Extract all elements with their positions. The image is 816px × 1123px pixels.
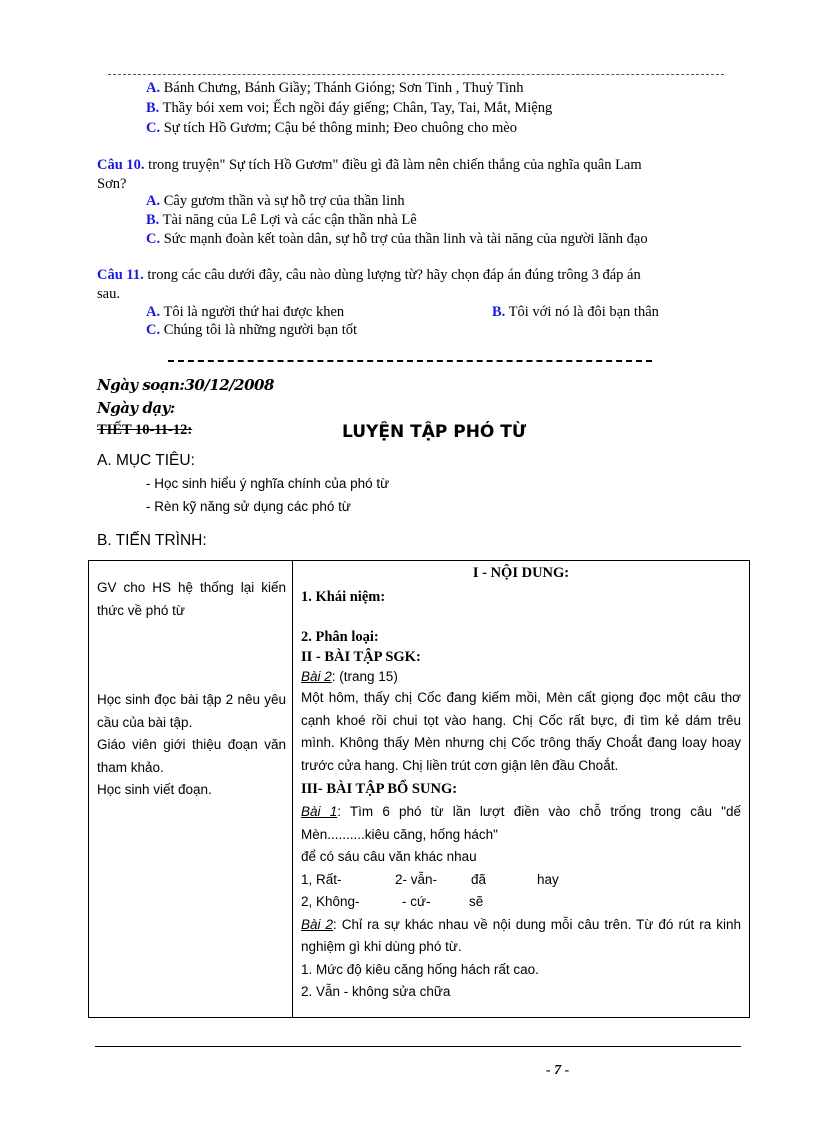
bai-2-label: Bài 2: [301, 669, 332, 684]
page-number: - 7 -: [546, 1063, 570, 1078]
lesson-table: [88, 560, 750, 1018]
q11-answer-b: B. Tôi với nó là đôi bạn thân: [492, 304, 659, 320]
section-a-heading: A. MỤC TIÊU:: [97, 452, 195, 469]
bai-2-line: Bài 2: (trang 15): [301, 669, 398, 684]
q9-answer-a: A. Bánh Chưng, Bánh Giầy; Thánh Gióng; Sơn Tinh , Thuỷ Tinh: [146, 80, 524, 96]
example-row-1: 1, Rất- 2- vẫn- đã hay: [301, 871, 559, 887]
left-para-1: GV cho HS hệ thống lại kiến thức về phó từ: [97, 580, 286, 618]
ngay-soan: Ngày soạn:30/12/2008: [97, 376, 274, 394]
phan-loai: 2. Phân loại:: [301, 629, 379, 645]
left-para-2: Học sinh đọc bài tập 2 nêu yêu cầu của bài tập.: [97, 692, 286, 730]
left-para-3: Giáo viên giới thiệu đoạn văn tham khảo.: [97, 737, 286, 775]
q11-answer-a: A. Tôi là người thứ hai được khen: [146, 304, 345, 320]
sample-passage: Một hôm, thấy chị Cốc đang kiếm mồi, Mèn cất giọng đọc một câu thơ cạnh khoé rồi chui tọt vào hang. Chị Cốc rất bực, đi tìm kẻ dám trêu mình. Không thấy Mèn nhưng chị Cốc trông thấy Choắt đang loay hoay trước cửa hang. Chị liền trút cơn giận lên đầu Choắt.: [301, 690, 741, 773]
ngay-day: Ngày dạy:: [97, 399, 175, 417]
content-heading-2: II - BÀI TẬP SGK:: [301, 649, 421, 665]
left-para-4: Học sinh viết đoạn.: [97, 782, 212, 797]
tiet-label: TIẾT 10-11-12:: [97, 422, 193, 438]
teacher-activity-cell: [89, 561, 293, 1018]
q11-question: Câu 11. trong các câu dưới đây, câu nào dùng lượng từ? hãy chọn đáp án đúng trông 3 đáp án: [97, 267, 641, 283]
q9-answer-c: C. Sự tích Hồ Gươm; Cậu bé thông minh; Đeo chuông cho mèo: [146, 120, 517, 136]
bai-1-note: để có sáu câu văn khác nhau: [301, 849, 477, 864]
q9-answer-b: B. Thầy bói xem voi; Ếch ngồi đáy giếng; Chân, Tay, Tai, Mắt, Miệng: [146, 100, 553, 116]
answer-2: 2. Vẫn - không sửa chữa: [301, 984, 451, 999]
section-b-heading: B. TIẾN TRÌNH:: [97, 532, 207, 549]
content-heading-3: III- BÀI TẬP BỔ SUNG:: [301, 781, 458, 797]
answer-1: 1. Mức độ kiêu căng hống hách rất cao.: [301, 961, 539, 977]
q10-question-cont: Sơn?: [97, 176, 127, 192]
bai-1-line: Bài 1: Tìm 6 phó từ lần lượt điền vào chỗ trống trong câu "dế Mèn..........kiêu căng, hống hách": [301, 804, 742, 842]
page-title: LUYỆN TẬP PHÓ TỪ: [342, 422, 527, 442]
q10-answer-b: B. Tài năng của Lê Lợi và các cận thần nhà Lê: [146, 212, 417, 228]
bai-1-label: Bài 1: [301, 804, 338, 819]
footer-divider: [95, 1046, 741, 1047]
content-heading-1: I - NỘI DUNG:: [472, 565, 570, 581]
section-divider: [168, 360, 652, 362]
bai-2b-line: Bài 2: Chỉ ra sự khác nhau về nội dung mỗi câu trên. Từ đó rút ra kinh nghiệm gì khi dùng phó từ.: [301, 916, 741, 954]
section-a-item: - Rèn kỹ năng sử dụng các phó từ: [146, 499, 351, 514]
content-cell: [293, 561, 750, 1018]
q10-answer-c: C. Sức mạnh đoàn kết toàn dân, sự hỗ trợ của thần linh và tài năng của người lãnh đạo: [146, 231, 648, 247]
q11-question-cont: sau.: [97, 286, 120, 302]
example-row-2: 2, Không- - cứ- sẽ: [301, 894, 484, 909]
khai-niem: 1. Khái niệm:: [301, 589, 386, 605]
bai-2b-label: Bài 2: [301, 916, 334, 932]
q10-question: Câu 10. trong truyện" Sự tích Hồ Gươm" điều gì đã làm nên chiến thắng của nghĩa quân Lam: [97, 157, 642, 173]
top-divider: [108, 74, 724, 75]
q10-answer-a: A. Cây gươm thần và sự hỗ trợ của thần linh: [146, 193, 405, 209]
section-a-item: - Học sinh hiểu ý nghĩa chính của phó từ: [146, 476, 390, 491]
q11-answer-c: C. Chúng tôi là những người bạn tốt: [146, 322, 358, 338]
